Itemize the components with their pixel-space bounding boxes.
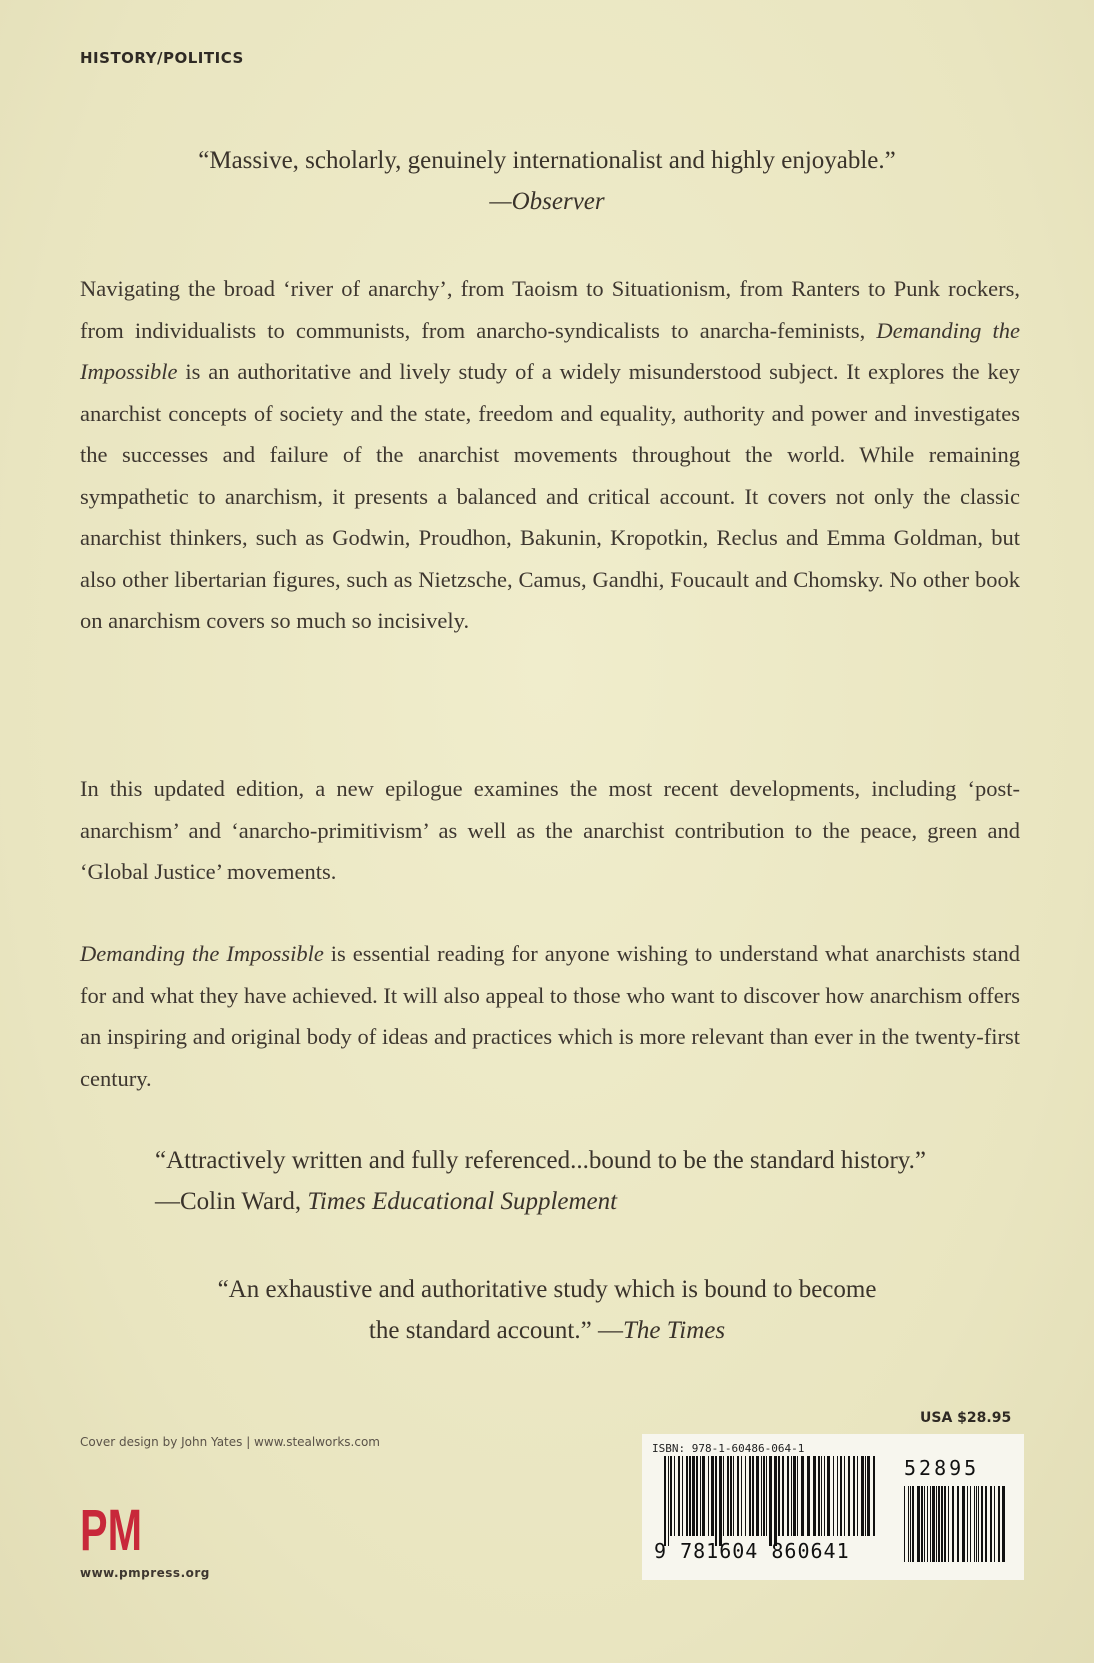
barcode-bar <box>774 1456 777 1546</box>
barcode-bar <box>678 1456 680 1536</box>
barcode-bar <box>664 1456 666 1546</box>
barcode-bar <box>733 1456 734 1536</box>
times-quote: “An exhaustive and authoritative study which is bound to become the standard account.” —The Times <box>217 1276 877 1344</box>
barcode-bar <box>962 1486 965 1562</box>
description-paragraph-3: Demanding the Impossible is essential reading for anyone wishing to understand what anarchists stand for and what they have achieved. It will also appeal to those who want to discover how anarchism offers an inspiring and original body of ideas and practices which is more relevant than ever in the twenty-first century. <box>80 941 1020 1091</box>
barcode-bar <box>787 1456 789 1536</box>
category-label: HISTORY/POLITICS <box>80 49 244 67</box>
barcode-bar <box>766 1456 767 1536</box>
observer-quote-source: —Observer <box>489 188 605 215</box>
barcode-bar <box>853 1456 855 1536</box>
observer-quote <box>0 140 1094 222</box>
barcode-bar <box>837 1456 838 1536</box>
barcode-bar <box>981 1486 983 1562</box>
barcode-bar <box>974 1486 975 1562</box>
barcode-bar <box>1002 1486 1005 1562</box>
barcode-bar <box>719 1456 722 1546</box>
barcode-bar <box>807 1456 810 1536</box>
barcode-bar <box>921 1486 923 1562</box>
barcode-bar <box>957 1486 959 1562</box>
barcode-bar <box>904 1486 905 1562</box>
barcode-bar <box>978 1486 979 1562</box>
barcode-bar <box>941 1486 943 1562</box>
barcode-bar <box>668 1456 669 1546</box>
book-title: Demanding the Impossible <box>80 941 324 966</box>
barcode-bar <box>932 1486 935 1562</box>
barcode-bar <box>824 1456 825 1536</box>
barcode-bar <box>910 1486 911 1562</box>
barcode-bar <box>867 1456 870 1536</box>
barcode-bar <box>737 1456 739 1536</box>
barcode-bar <box>917 1486 920 1562</box>
barcode-bar <box>985 1486 987 1562</box>
barcode-digits: 9 781604 860641 <box>654 1539 850 1563</box>
barcode-bar <box>682 1456 683 1536</box>
barcode-bar <box>821 1456 822 1536</box>
barcode-bar <box>689 1456 691 1536</box>
barcode-bar <box>865 1456 866 1536</box>
barcode-bar <box>938 1486 940 1562</box>
observer-quote-text: “Massive, scholarly, genuinely internationalist and highly enjoyable.” <box>198 147 896 174</box>
barcode-bar <box>741 1456 742 1536</box>
cover-credit: Cover design by John Yates | www.stealworks.com <box>80 1435 380 1449</box>
barcode-bar <box>686 1456 688 1536</box>
barcode-bar <box>711 1456 714 1536</box>
barcode-bar <box>936 1486 937 1562</box>
barcode-bar <box>756 1456 759 1536</box>
barcode-bar <box>930 1486 931 1562</box>
barcode-bar <box>827 1456 830 1536</box>
barcode-bar <box>769 1456 772 1546</box>
barcode-bar <box>970 1486 971 1562</box>
barcode-bar <box>782 1456 784 1536</box>
barcode-bar <box>797 1456 798 1536</box>
barcode-bar <box>861 1456 864 1536</box>
barcode-bar <box>908 1486 909 1562</box>
colin-ward-quote: “Attractively written and fully referenced...bound to be the standard history.” —Colin Ward, Times Educational Supplement <box>155 1147 927 1215</box>
pm-press-logo <box>80 1498 144 1563</box>
barcode-bar <box>752 1456 754 1536</box>
barcode-bar <box>998 1486 1000 1562</box>
barcode-bar <box>924 1486 925 1562</box>
barcode-bar <box>727 1456 729 1536</box>
barcode-bar <box>818 1456 820 1536</box>
barcode-bar <box>670 1456 672 1536</box>
barcode-bar <box>813 1456 816 1536</box>
barcode-bar <box>674 1456 675 1536</box>
barcode-bar <box>692 1456 695 1536</box>
barcode-bar <box>844 1456 845 1536</box>
barcode-bar <box>749 1456 751 1536</box>
barcode-bar <box>715 1456 717 1546</box>
barcode-bar <box>723 1456 724 1536</box>
barcode-bar <box>912 1486 914 1562</box>
barcode-bar <box>994 1486 995 1562</box>
barcode-bar <box>948 1486 949 1562</box>
description-paragraph-2: In this updated edition, a new epilogue examines the most recent developments, including ‘post-anarchism’ and ‘anarcho-primitivism’ as well as the anarchist contribution to the peace, green and ‘Global Justice’ movements. <box>80 776 1020 884</box>
barcode-bar <box>730 1456 732 1536</box>
barcode-bar <box>833 1456 834 1536</box>
barcode-bar <box>791 1456 792 1536</box>
isbn-barcode <box>642 1434 1024 1580</box>
barcode-bar <box>952 1486 954 1562</box>
barcode-bar <box>927 1486 928 1562</box>
barcode-bar <box>793 1456 796 1536</box>
barcode-bar <box>848 1456 850 1536</box>
barcode-bar <box>944 1486 946 1562</box>
barcode-bar <box>708 1456 709 1536</box>
barcode-bar <box>990 1486 992 1562</box>
pm-logo-text: PM <box>80 1498 142 1563</box>
barcode-bar <box>857 1456 858 1536</box>
barcode-bar <box>840 1456 842 1536</box>
barcode-bar <box>778 1456 780 1536</box>
barcode-bar <box>967 1486 968 1562</box>
price-label: USA $28.95 <box>920 1410 1012 1426</box>
barcode-bar <box>696 1456 698 1536</box>
barcode-bar <box>763 1456 765 1536</box>
isbn-label: ISBN: 978-1-60486-064-1 <box>652 1442 805 1455</box>
barcode-bar <box>976 1486 977 1562</box>
barcode-bar <box>702 1456 705 1536</box>
barcode-bar <box>761 1456 762 1536</box>
barcode-bar <box>745 1456 746 1536</box>
publisher-url: www.pmpress.org <box>80 1566 210 1580</box>
barcode-bar <box>700 1456 701 1536</box>
book-title: Demanding the Impossible <box>80 317 1020 384</box>
barcode-bar <box>873 1456 875 1536</box>
description-paragraph-1: Navigating the broad ‘river of anarchy’, from Taoism to Situationism, from Ranters to Punk rockers, from individualists to communists, from anarcho-syndicalists to anarcha-feminists, Demanding the Impossible is an authoritative and lively study of a widely misunderstood subject. It explores the key anarchist concepts of society and the state, freedom and equality, authority and power and investigates the successes and failure of the anarchist movements throughout the world. While remaining sympathetic to anarchism, it presents a balanced and critical account. It covers not only the classic anarchist thinkers, such as Godwin, Proudhon, Bakunin, Kropotkin, Reclus and Emma Goldman, but also other libertarian figures, such as Nietzsche, Camus, Gandhi, Foucault and Chomsky. No other book on anarchism covers so much so incisively. <box>80 276 1020 633</box>
barcode-addon-digits: 52895 <box>904 1456 980 1480</box>
barcode-bar <box>801 1456 804 1536</box>
